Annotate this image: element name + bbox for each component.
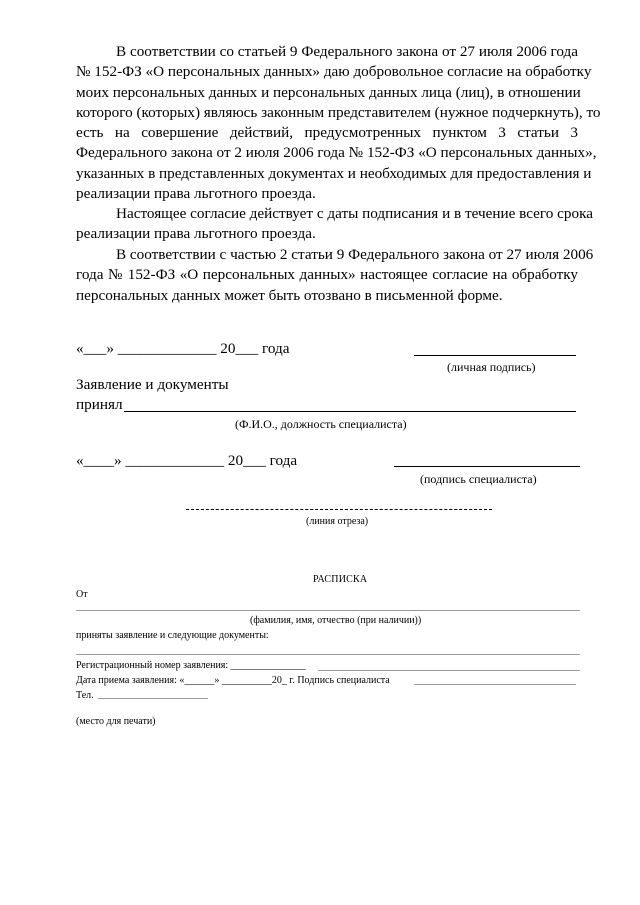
personal-signature-caption: (личная подпись) <box>447 360 536 374</box>
specialist-name-line[interactable] <box>124 411 576 412</box>
specialist-signature-line[interactable] <box>394 466 580 467</box>
consent-paragraph-1 <box>76 42 601 204</box>
text-line: Настоящее согласие действует с даты подписания и в течение всего срока <box>116 205 593 222</box>
text-line: реализации права льготного проезда. <box>76 185 316 203</box>
stamp-place: (место для печати) <box>76 716 156 727</box>
accepted-label: Заявление и документы <box>76 376 229 393</box>
accepted-by-label: принял <box>76 396 123 413</box>
text-line: которого (которых) являюсь законным представителем (нужное подчеркнуть), то <box>76 103 601 121</box>
receipt-reg-number: Регистрационный номер заявления: _______________ <box>76 660 306 671</box>
text-line: года № 152-ФЗ «О персональных данных» настоящее согласие на обработку <box>76 266 578 284</box>
personal-signature-line[interactable] <box>414 355 576 356</box>
consent-paragraph-2 <box>76 204 593 245</box>
receipt-signature-line[interactable] <box>414 684 576 685</box>
cut-line-caption: (линия отреза) <box>306 516 369 527</box>
consent-paragraph-3 <box>76 245 594 306</box>
text-line: есть на совершение действий, предусмотренных пунктом 3 статьи 3 <box>76 124 578 142</box>
receipt-accepted-text: приняты заявление и следующие документы: <box>76 630 269 641</box>
receipt-documents-line[interactable] <box>76 654 580 655</box>
text-line: № 152-ФЗ «О персональных данных» даю добровольное согласие на обработку <box>76 63 592 81</box>
specialist-caption: (Ф.И.О., должность специалиста) <box>235 417 407 431</box>
receipt-from-label: От <box>76 589 88 600</box>
cut-line <box>186 509 492 510</box>
receipt-name-caption: (фамилия, имя, отчество (при наличии)) <box>250 615 422 626</box>
receipt-title: РАСПИСКА <box>313 574 368 585</box>
text-line: Федерального закона от 2 июля 2006 года № 152-ФЗ «О персональных данных», <box>76 144 597 162</box>
date-field-2[interactable]: «____» _____________ 20___ года <box>76 452 298 469</box>
receipt-phone-label: Тел. <box>76 690 94 701</box>
specialist-signature-caption: (подпись специалиста) <box>420 472 537 486</box>
text-line: реализации права льготного проезда. <box>76 225 316 243</box>
receipt-reg-line[interactable] <box>318 670 580 671</box>
text-line: персональных данных может быть отозвано в письменной форме. <box>76 286 503 304</box>
date-field[interactable]: «___» _____________ 20___ года <box>76 340 290 357</box>
receipt-date: Дата приема заявления: «______» __________20_ г. Подпись специалиста <box>76 675 390 686</box>
receipt-name-line[interactable] <box>76 610 580 611</box>
receipt-phone-line[interactable] <box>98 698 208 699</box>
text-line: указанных в представленных документах и необходимых для предоставления и <box>76 164 592 182</box>
text-line: В соответствии с частью 2 статьи 9 Федерального закона от 27 июля 2006 <box>116 246 594 263</box>
text-line: моих персональных данных и персональных данных лица (лиц), в отношении <box>76 83 581 101</box>
text-line: В соответствии со статьей 9 Федерального закона от 27 июля 2006 года <box>116 43 578 60</box>
